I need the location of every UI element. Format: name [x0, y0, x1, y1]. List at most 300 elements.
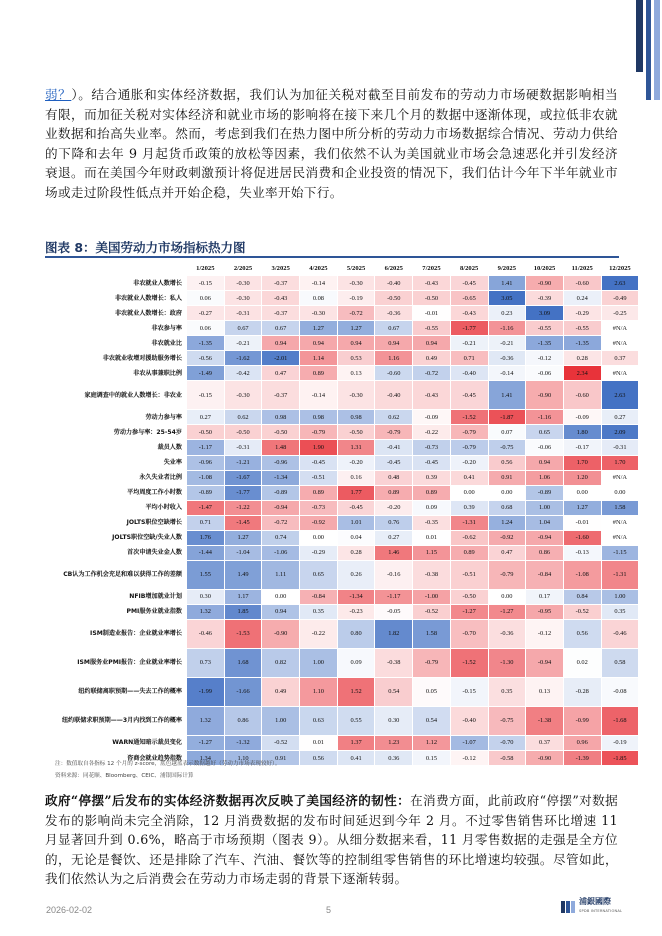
- row-label: 裁员人数: [53, 440, 187, 455]
- paragraph-lead: 政府“停摆”后发布的实体经济数据再次反映了美国经济的韧性：: [45, 793, 411, 808]
- heatmap-cell: -1.38: [526, 706, 564, 735]
- heatmap-cell: 1.55: [187, 560, 225, 589]
- heatmap-cell: -0.30: [300, 306, 338, 321]
- heatmap-cell: -0.60: [563, 276, 601, 291]
- heatmap-cell: 0.07: [488, 425, 526, 440]
- heatmap-cell: -0.31: [224, 440, 262, 455]
- heatmap-cell: 0.35: [601, 604, 639, 619]
- heatmap-row: [53, 545, 639, 560]
- heatmap-row: [53, 366, 639, 381]
- heatmap-cell: -0.01: [413, 306, 451, 321]
- heatmap-cell: -0.84: [300, 589, 338, 604]
- heatmap-cell: 0.27: [187, 410, 225, 425]
- heatmap-cell: #N/A: [601, 515, 639, 530]
- heatmap-cell: -1.22: [224, 500, 262, 515]
- heatmap-cell: 0.94: [375, 336, 413, 351]
- heatmap-cell: 0.56: [488, 455, 526, 470]
- heatmap-cell: 1.31: [337, 440, 375, 455]
- heatmap-cell: -1.67: [224, 470, 262, 485]
- page-number: 5: [326, 905, 332, 915]
- heatmap-cell: -0.43: [413, 381, 451, 410]
- heatmap-cell: 0.35: [488, 677, 526, 706]
- heatmap-cell: 0.09: [413, 500, 451, 515]
- body-paragraph-1: 弱？）。结合通胀和实体经济数据，我们认为加征关税对截至目前发布的劳动力市场硬数据影响相当有限，而加征关税对实体经济和就业市场的影响将在接下来几个月的数据中逐渐体现，或拉低非农就业数据和抬高失业率。然而，考虑到我们在热力图中所分析的劳动力市场数据综合情况、劳动力供给的下降和去年 9 月起货币政策的放松等因素，我们依然不认为美国就业市场会急速恶化并引发经济衰退。而在美国今年财政刺激预计将促进居民消费和企业投资的情况下，我们估计今年下半年就业市场或走过阶段性低点并开始企稳，失业率开始下行。: [45, 87, 618, 200]
- heatmap-cell: -0.30: [337, 381, 375, 410]
- row-label: 平均周度工作小时数: [53, 485, 187, 500]
- heatmap-cell: 1.85: [224, 604, 262, 619]
- heatmap-cell: 0.53: [337, 351, 375, 366]
- heatmap-cell: -0.37: [262, 276, 300, 291]
- heatmap-cell: -1.15: [601, 545, 639, 560]
- heatmap-cell: -1.99: [187, 677, 225, 706]
- heatmap-cell: 1.27: [563, 500, 601, 515]
- heatmap-cell: 0.37: [526, 735, 564, 750]
- heatmap-cell: -0.60: [563, 381, 601, 410]
- heatmap-cell: -0.28: [563, 677, 601, 706]
- heatmap-cell: -0.08: [601, 677, 639, 706]
- heatmap-cell: -0.70: [488, 735, 526, 750]
- heatmap-cell: -1.21: [224, 455, 262, 470]
- heatmap-cell: -0.43: [450, 306, 488, 321]
- heatmap-cell: -0.55: [526, 321, 564, 336]
- heatmap-cell: 0.00: [488, 589, 526, 604]
- heatmap-cell: -1.17: [375, 589, 413, 604]
- heatmap-cell: 0.23: [488, 306, 526, 321]
- heatmap-cell: -0.72: [262, 515, 300, 530]
- heatmap-cell: 0.00: [601, 485, 639, 500]
- column-header: 10/2025: [526, 261, 564, 276]
- heatmap-cell: -1.34: [262, 470, 300, 485]
- heatmap-cell: -1.16: [488, 321, 526, 336]
- heatmap-cell: 0.94: [413, 336, 451, 351]
- figure-title: 图表 8：美国劳动力市场指标热力图: [45, 240, 246, 255]
- column-header: 8/2025: [450, 261, 488, 276]
- heatmap-cell: #N/A: [601, 470, 639, 485]
- heatmap-cell: -0.75: [488, 440, 526, 455]
- row-label: 非农从事兼职比例: [53, 366, 187, 381]
- heatmap-cell: 0.35: [300, 604, 338, 619]
- heatmap-cell: -0.17: [563, 440, 601, 455]
- heatmap-cell: -1.32: [224, 735, 262, 750]
- heatmap-cell: -0.51: [300, 470, 338, 485]
- heatmap-cell: 0.63: [300, 706, 338, 735]
- heatmap-cell: -0.96: [187, 455, 225, 470]
- heatmap-cell: 0.89: [300, 366, 338, 381]
- heatmap-cell: -0.14: [300, 276, 338, 291]
- heatmap-cell: -0.12: [526, 351, 564, 366]
- heatmap-cell: -0.79: [450, 425, 488, 440]
- heatmap-cell: -0.29: [563, 306, 601, 321]
- heatmap-cell: -1.07: [450, 735, 488, 750]
- heatmap-cell: -0.46: [601, 619, 639, 648]
- heatmap-cell: -1.68: [601, 706, 639, 735]
- row-label: JOLTS职位空缺增长: [53, 515, 187, 530]
- heatmap-cell: 3.09: [526, 306, 564, 321]
- heatmap-cell: -1.77: [224, 485, 262, 500]
- heatmap-cell: -0.38: [375, 648, 413, 677]
- heatmap-cell: 1.04: [526, 515, 564, 530]
- heatmap-cell: -0.50: [224, 425, 262, 440]
- heatmap-cell: 0.30: [375, 706, 413, 735]
- reference-link[interactable]: 弱？: [45, 87, 72, 102]
- heatmap-cell: -1.85: [601, 750, 639, 765]
- header-corner: [53, 261, 187, 276]
- heatmap-cell: 0.67: [375, 321, 413, 336]
- footer-date: 2026-02-02: [46, 905, 93, 915]
- heatmap-cell: -1.06: [262, 545, 300, 560]
- heatmap-cell: 1.58: [413, 619, 451, 648]
- heatmap-cell: 0.00: [563, 485, 601, 500]
- heatmap-cell: -1.52: [450, 648, 488, 677]
- row-label: 家庭调查中的就业人数增长：非农业: [53, 381, 187, 410]
- heatmap-cell: -0.50: [450, 589, 488, 604]
- heatmap-cell: 0.30: [187, 589, 225, 604]
- heatmap-cell: -0.52: [262, 735, 300, 750]
- heatmap-cell: 0.00: [450, 485, 488, 500]
- heatmap-row: [53, 735, 639, 750]
- heatmap-cell: 0.82: [262, 648, 300, 677]
- heatmap-cell: 0.94: [337, 336, 375, 351]
- heatmap-cell: -0.55: [413, 321, 451, 336]
- heatmap-cell: -0.90: [526, 381, 564, 410]
- heatmap-cell: -0.65: [450, 291, 488, 306]
- heatmap-cell: 0.56: [563, 619, 601, 648]
- heatmap-cell: 0.91: [488, 470, 526, 485]
- column-header: 6/2025: [375, 261, 413, 276]
- heatmap-cell: -0.30: [224, 291, 262, 306]
- heatmap-cell: -0.09: [563, 410, 601, 425]
- heatmap-row: [53, 381, 639, 410]
- heatmap-cell: -0.55: [563, 321, 601, 336]
- heatmap-cell: -0.79: [375, 425, 413, 440]
- heatmap-cell: 2.34: [563, 366, 601, 381]
- heatmap-cell: 1.90: [300, 440, 338, 455]
- heatmap-cell: 0.27: [601, 410, 639, 425]
- heatmap-row: [53, 560, 639, 589]
- heatmap-cell: 0.28: [337, 545, 375, 560]
- heatmap-cell: 0.15: [413, 750, 451, 765]
- heatmap-cell: 1.49: [224, 560, 262, 589]
- heatmap-cell: -1.04: [224, 545, 262, 560]
- heatmap-cell: 0.94: [526, 455, 564, 470]
- heatmap-cell: 0.94: [262, 604, 300, 619]
- row-label: 非农参与率: [53, 321, 187, 336]
- row-label: NFIB增加就业计划: [53, 589, 187, 604]
- heatmap-cell: -0.31: [224, 306, 262, 321]
- heatmap-cell: 1.00: [262, 706, 300, 735]
- row-label: ISM服务业PMI报告：企业就业率增长: [53, 648, 187, 677]
- heatmap-cell: -0.46: [187, 619, 225, 648]
- heatmap-cell: 0.62: [224, 410, 262, 425]
- heatmap-cell: 1.82: [375, 619, 413, 648]
- heatmap-cell: 1.14: [300, 351, 338, 366]
- heatmap-cell: 1.37: [337, 735, 375, 750]
- heatmap-cell: 0.58: [601, 648, 639, 677]
- heatmap-cell: 0.26: [337, 560, 375, 589]
- heatmap-cell: -1.35: [526, 336, 564, 351]
- heatmap-cell: -0.73: [300, 500, 338, 515]
- heatmap-cell: 1.32: [187, 604, 225, 619]
- heatmap-row: [53, 440, 639, 455]
- heatmap-cell: -0.22: [300, 619, 338, 648]
- heatmap-cell: 1.23: [375, 735, 413, 750]
- heatmap-cell: -0.45: [450, 381, 488, 410]
- heatmap-cell: -1.49: [187, 366, 225, 381]
- heatmap-row: [53, 706, 639, 735]
- heatmap-cell: -0.45: [337, 500, 375, 515]
- heatmap-cell: -0.20: [375, 500, 413, 515]
- heatmap-cell: -1.62: [224, 351, 262, 366]
- heatmap-cell: 1.15: [413, 545, 451, 560]
- heatmap-cell: 0.47: [488, 545, 526, 560]
- heatmap-cell: 1.01: [337, 515, 375, 530]
- heatmap-cell: 0.76: [375, 515, 413, 530]
- heatmap-cell: -0.50: [262, 425, 300, 440]
- heatmap-cell: -1.77: [450, 321, 488, 336]
- heatmap-cell: -0.22: [413, 425, 451, 440]
- heatmap-cell: 0.65: [300, 560, 338, 589]
- heatmap-cell: 2.09: [601, 425, 639, 440]
- heatmap-cell: -0.42: [224, 366, 262, 381]
- heatmap-cell: -0.89: [526, 485, 564, 500]
- heatmap-cell: 0.89: [300, 485, 338, 500]
- heatmap-cell: 0.00: [262, 589, 300, 604]
- row-label: 永久失业者比例: [53, 470, 187, 485]
- row-label: 非农就业人数增长：政府: [53, 306, 187, 321]
- heatmap-cell: 1.00: [300, 648, 338, 677]
- heatmap-cell: 0.96: [563, 735, 601, 750]
- heatmap-cell: 1.00: [526, 500, 564, 515]
- heatmap-cell: -0.95: [526, 604, 564, 619]
- heatmap-cell: -0.43: [262, 291, 300, 306]
- heatmap-cell: 0.36: [375, 750, 413, 765]
- heatmap-cell: -1.08: [187, 470, 225, 485]
- heatmap-cell: -0.84: [526, 560, 564, 589]
- row-label: WARN通知暗示裁员变化: [53, 735, 187, 750]
- column-header: 2/2025: [224, 261, 262, 276]
- heatmap-cell: 0.00: [300, 530, 338, 545]
- row-label: 非农就业人数增长：私人: [53, 291, 187, 306]
- heatmap-cell: -0.94: [262, 500, 300, 515]
- figure-title-rule: [45, 256, 619, 258]
- heatmap-cell: -0.43: [413, 276, 451, 291]
- heatmap-cell: 0.39: [413, 470, 451, 485]
- heatmap-cell: -0.09: [413, 410, 451, 425]
- heatmap-cell: -0.89: [187, 485, 225, 500]
- row-label: 纽约联储离职预期——失去工作的概率: [53, 677, 187, 706]
- heatmap-cell: -0.19: [601, 735, 639, 750]
- heatmap-cell: 0.01: [413, 530, 451, 545]
- heatmap-cell: -0.30: [224, 381, 262, 410]
- heatmap-cell: -0.31: [601, 440, 639, 455]
- heatmap-cell: 1.12: [413, 735, 451, 750]
- heatmap-table: [52, 260, 639, 766]
- heatmap-cell: -0.15: [450, 677, 488, 706]
- heatmap-cell: -0.14: [488, 366, 526, 381]
- heatmap-row: [53, 455, 639, 470]
- heatmap-cell: 0.89: [413, 485, 451, 500]
- heatmap-cell: 0.48: [375, 470, 413, 485]
- heatmap-cell: 0.16: [337, 470, 375, 485]
- heatmap-cell: 0.56: [300, 750, 338, 765]
- heatmap-cell: -1.17: [187, 440, 225, 455]
- heatmap-cell: -1.66: [224, 677, 262, 706]
- heatmap-cell: 0.74: [262, 530, 300, 545]
- heatmap-cell: 0.54: [413, 706, 451, 735]
- heatmap-cell: -0.99: [563, 706, 601, 735]
- heatmap-cell: 0.98: [337, 410, 375, 425]
- heatmap-cell: -1.27: [450, 604, 488, 619]
- heatmap-cell: -0.41: [375, 440, 413, 455]
- heatmap-row: [53, 470, 639, 485]
- heatmap-cell: 0.68: [488, 500, 526, 515]
- heatmap-cell: -1.35: [187, 336, 225, 351]
- heatmap-row: [53, 604, 639, 619]
- heatmap-cell: -0.79: [488, 560, 526, 589]
- heatmap-cell: -0.92: [488, 530, 526, 545]
- heatmap-cell: 1.52: [337, 677, 375, 706]
- heatmap-cell: 3.05: [488, 291, 526, 306]
- row-label: 非农就业比: [53, 336, 187, 351]
- heatmap-cell: -0.40: [450, 366, 488, 381]
- heatmap-cell: -0.58: [488, 750, 526, 765]
- heatmap-cell: -0.60: [375, 366, 413, 381]
- heatmap-cell: -0.20: [450, 455, 488, 470]
- heatmap-cell: 0.98: [262, 410, 300, 425]
- heatmap-cell: 0.89: [450, 545, 488, 560]
- heatmap-cell: 0.47: [262, 366, 300, 381]
- heatmap-cell: -0.92: [300, 515, 338, 530]
- heatmap-cell: 0.39: [450, 500, 488, 515]
- heatmap-cell: 0.67: [262, 321, 300, 336]
- row-label: 失业率: [53, 455, 187, 470]
- heatmap-cell: 0.27: [375, 530, 413, 545]
- heatmap-cell: 0.94: [300, 336, 338, 351]
- heatmap-cell: 1.41: [488, 276, 526, 291]
- heatmap-cell: -0.79: [450, 440, 488, 455]
- heatmap-cell: -0.73: [413, 440, 451, 455]
- heatmap-cell: -0.45: [450, 276, 488, 291]
- company-logo: [560, 898, 622, 915]
- heatmap-cell: 0.09: [337, 648, 375, 677]
- heatmap-cell: -0.50: [337, 425, 375, 440]
- heatmap-row: [53, 276, 639, 291]
- heatmap-cell: -1.47: [187, 500, 225, 515]
- heatmap-cell: 0.05: [413, 677, 451, 706]
- heatmap-cell: 1.10: [224, 750, 262, 765]
- heatmap-cell: 2.63: [601, 276, 639, 291]
- heatmap-cell: -0.45: [300, 455, 338, 470]
- corner-decoration: [632, 0, 662, 100]
- heatmap-cell: -0.23: [337, 604, 375, 619]
- heatmap-cell: -0.14: [300, 381, 338, 410]
- heatmap-cell: 0.02: [563, 648, 601, 677]
- heatmap-cell: 0.67: [224, 321, 262, 336]
- logo-mark-icon: [560, 899, 576, 915]
- column-header: 9/2025: [488, 261, 526, 276]
- heatmap-row: [53, 291, 639, 306]
- heatmap-cell: 1.48: [262, 440, 300, 455]
- heatmap-cell: -1.39: [563, 750, 601, 765]
- heatmap-cell: 1.34: [187, 750, 225, 765]
- heatmap-cell: -0.27: [187, 306, 225, 321]
- heatmap-cell: 0.41: [450, 470, 488, 485]
- heatmap-cell: 1.20: [563, 470, 601, 485]
- column-header: 7/2025: [413, 261, 451, 276]
- heatmap-cell: 0.17: [526, 589, 564, 604]
- heatmap-cell: -0.06: [526, 366, 564, 381]
- row-label: 非农就业收增对援助服务增长: [53, 351, 187, 366]
- heatmap-cell: -1.08: [563, 560, 601, 589]
- heatmap-cell: 1.70: [563, 455, 601, 470]
- heatmap-cell: 0.01: [300, 735, 338, 750]
- heatmap-cell: -0.13: [563, 545, 601, 560]
- heatmap-cell: -1.45: [224, 515, 262, 530]
- heatmap-row: [53, 425, 639, 440]
- figure-note: 注：数值取自各指标 12 个月的 z-score，底色越蓝表示数据越好（劳动力市场表现较好）。: [55, 761, 281, 767]
- heatmap-cell: 0.49: [413, 351, 451, 366]
- logo-text: 浦銀國際 SPDB INTERNATIONAL: [579, 897, 623, 913]
- column-header: 5/2025: [337, 261, 375, 276]
- heatmap-cell: 1.68: [224, 648, 262, 677]
- heatmap-cell: -1.30: [488, 648, 526, 677]
- heatmap-cell: -0.50: [413, 291, 451, 306]
- heatmap-cell: 1.32: [187, 706, 225, 735]
- heatmap-cell: 0.00: [488, 485, 526, 500]
- heatmap-cell: 0.65: [526, 425, 564, 440]
- column-header: 1/2025: [187, 261, 225, 276]
- row-label: 劳动力参与率: [53, 410, 187, 425]
- heatmap-row: [53, 619, 639, 648]
- heatmap-cell: -0.12: [450, 750, 488, 765]
- row-label: ISM制造业报告：企业就业率增长: [53, 619, 187, 648]
- heatmap-row: [53, 351, 639, 366]
- heatmap-cell: -0.40: [450, 706, 488, 735]
- heatmap-cell: -0.79: [300, 425, 338, 440]
- heatmap-cell: 1.41: [488, 381, 526, 410]
- column-header: 12/2025: [601, 261, 639, 276]
- heatmap-cell: 1.77: [337, 485, 375, 500]
- heatmap-cell: -0.49: [601, 291, 639, 306]
- heatmap-cell: -0.12: [526, 619, 564, 648]
- heatmap-cell: -1.16: [526, 410, 564, 425]
- heatmap-cell: -0.56: [187, 351, 225, 366]
- heatmap-cell: -0.90: [262, 619, 300, 648]
- row-label: PMI服务业就业指数: [53, 604, 187, 619]
- row-label: 非农就业人数增长: [53, 276, 187, 291]
- heatmap-cell: 1.17: [224, 589, 262, 604]
- column-header: 4/2025: [300, 261, 338, 276]
- heatmap-row: [53, 515, 639, 530]
- heatmap-cell: #N/A: [601, 321, 639, 336]
- heatmap-cell: -0.30: [337, 276, 375, 291]
- heatmap-cell: -0.36: [488, 619, 526, 648]
- heatmap-cell: 0.06: [187, 321, 225, 336]
- heatmap-cell: -1.60: [563, 530, 601, 545]
- heatmap-cell: -0.79: [413, 648, 451, 677]
- heatmap-cell: 0.06: [187, 291, 225, 306]
- heatmap-cell: 0.62: [375, 410, 413, 425]
- heatmap-cell: -0.25: [601, 306, 639, 321]
- heatmap-cell: -0.35: [413, 515, 451, 530]
- heatmap-cell: 0.71: [187, 515, 225, 530]
- heatmap-cell: -0.72: [413, 366, 451, 381]
- heatmap-cell: -0.90: [526, 750, 564, 765]
- heatmap-cell: -0.39: [526, 291, 564, 306]
- heatmap-cell: -0.21: [450, 336, 488, 351]
- heatmap-cell: 0.08: [300, 291, 338, 306]
- heatmap-cell: 0.04: [337, 530, 375, 545]
